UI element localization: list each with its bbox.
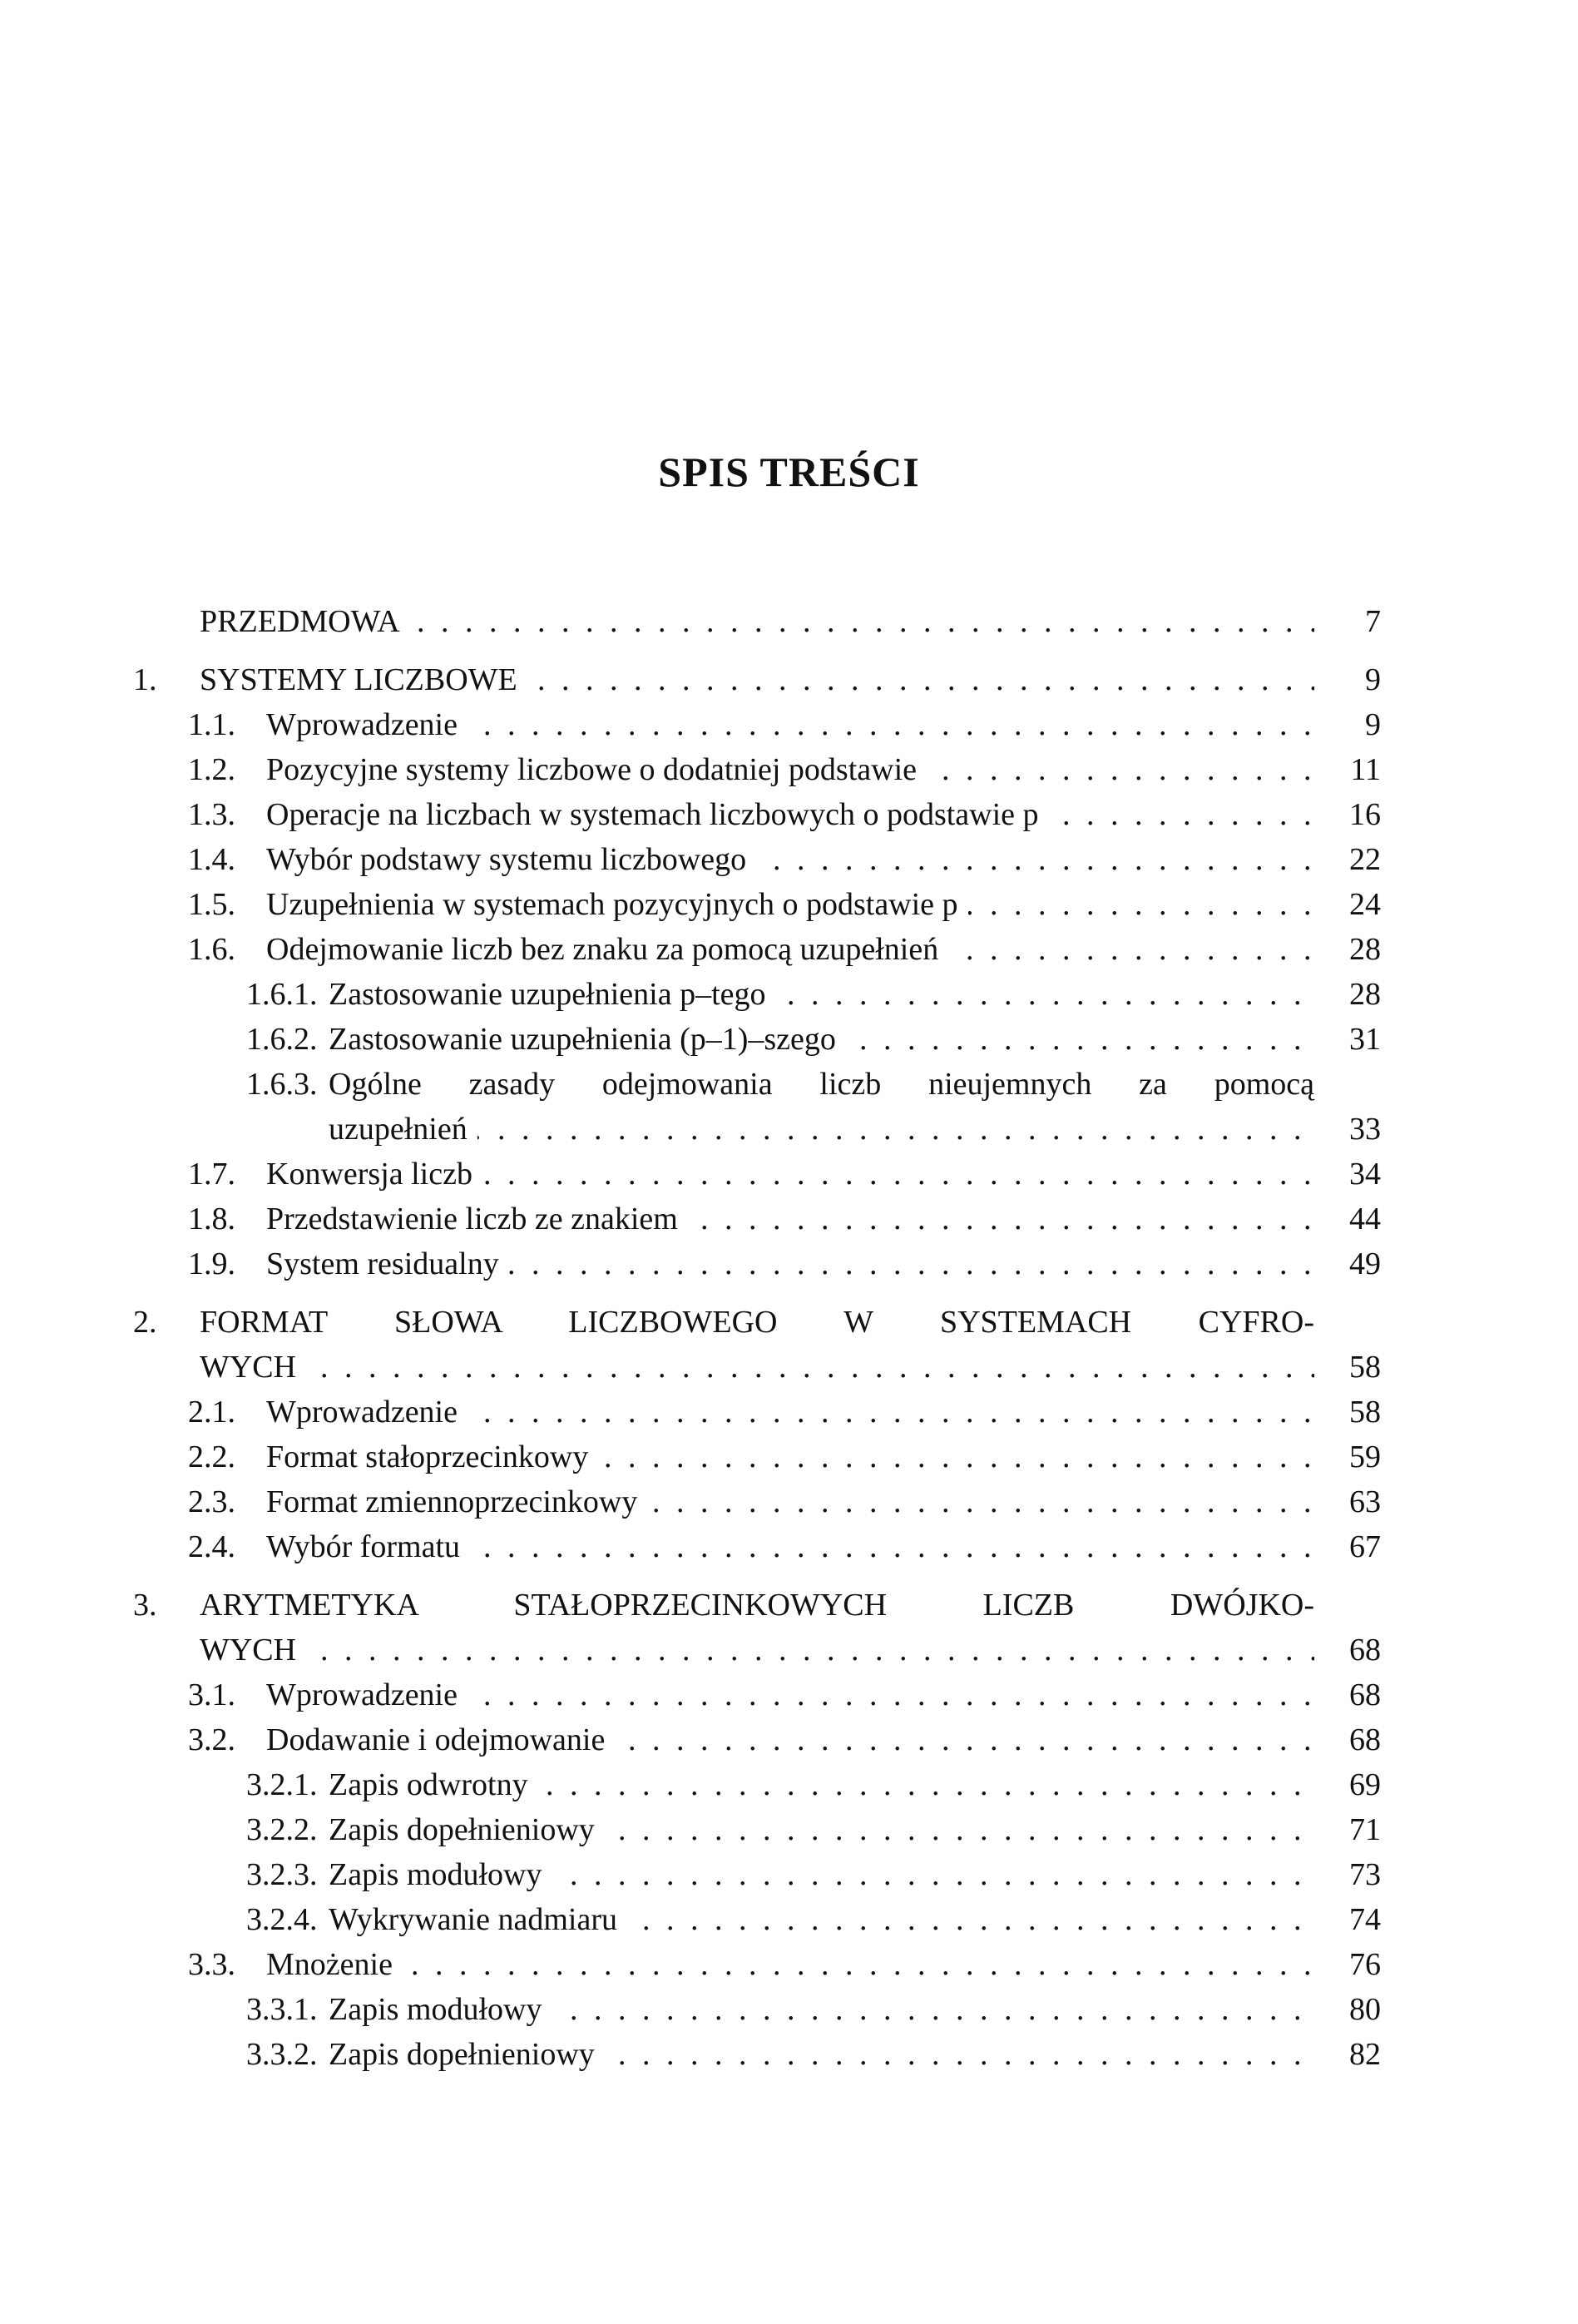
toc-entry-number: 2.2.	[188, 1439, 235, 1474]
toc-entry-number: 3.	[133, 1588, 157, 1623]
page-title: SPIS TREŚCI	[658, 448, 920, 495]
toc-entry-title: Konwersja liczb	[266, 1157, 482, 1192]
toc-entry-title: Wprowadzenie	[266, 707, 467, 742]
toc-page-number: 68	[1349, 1633, 1381, 1667]
toc-page-number: 34	[1349, 1157, 1381, 1192]
toc-entry-title: Format stałoprzecinkowy	[266, 1439, 598, 1474]
toc-entry-title: Format zmiennoprzecinkowy	[266, 1484, 647, 1519]
toc-entry-preface[interactable]	[133, 599, 1381, 644]
toc-entry-title-line2: WYCH	[200, 1350, 306, 1385]
toc-page-number: 58	[1349, 1395, 1381, 1430]
toc-entry-number: 1.6.1.	[246, 977, 318, 1012]
table-of-contents	[133, 599, 1381, 2077]
toc-entry-title-line2: WYCH	[200, 1633, 306, 1667]
toc-page-number: 28	[1349, 977, 1381, 1012]
toc-entry-number: 3.2.4.	[246, 1902, 318, 1937]
toc-page-number: 16	[1349, 797, 1381, 832]
toc-entry-title: Zapis dopełnieniowy	[329, 1812, 605, 1847]
toc-chapter-2[interactable]	[133, 1300, 1381, 1345]
toc-entry-3-3-1[interactable]	[133, 1987, 1381, 2032]
toc-entry-number: 3.2.3.	[246, 1857, 318, 1892]
toc-page-number: 80	[1349, 1992, 1381, 2027]
toc-entry-title: Dodawanie i odejmowanie	[266, 1722, 615, 1757]
toc-entry-title: Zastosowanie uzupełnienia (p–1)–szego	[329, 1022, 846, 1057]
toc-entry-title: System residualny	[266, 1246, 509, 1281]
toc-entry-3-2-3[interactable]	[133, 1852, 1381, 1897]
toc-page-number: 58	[1349, 1350, 1381, 1385]
toc-entry-number: 1.9.	[188, 1246, 235, 1281]
toc-page-number: 68	[1349, 1722, 1381, 1757]
toc-entry-title-line1: FORMAT SŁOWA LICZBOWEGO W SYSTEMACH CYFRO-	[200, 1305, 1314, 1340]
toc-page-number: 31	[1349, 1022, 1381, 1057]
toc-entry-1-6-3-cont[interactable]	[133, 1107, 1381, 1152]
toc-entry-title: Operacje na liczbach w systemach liczbowych o podstawie p	[266, 797, 1049, 832]
toc-entry-number: 1.	[133, 662, 157, 697]
toc-page-number: 82	[1349, 2037, 1381, 2072]
toc-entry-title-line1: Ogólne zasady odejmowania liczb nieujemnych za pomocą	[329, 1067, 1314, 1102]
toc-chapter-3-cont[interactable]	[133, 1628, 1381, 1672]
toc-entry-number: 1.3.	[188, 797, 235, 832]
toc-entry-title: Wybór formatu	[266, 1529, 470, 1564]
toc-page-number: 68	[1349, 1677, 1381, 1712]
toc-chapter-3[interactable]	[133, 1583, 1381, 1628]
toc-entry-1-6-1[interactable]	[133, 972, 1381, 1017]
toc-entry-number: 1.5.	[188, 887, 235, 922]
toc-page-number: 9	[1365, 662, 1381, 697]
toc-entry-title: Zapis dopełnieniowy	[329, 2037, 605, 2072]
toc-entry-1-1[interactable]	[133, 702, 1381, 747]
toc-entry-title: SYSTEMY LICZBOWE	[200, 662, 527, 697]
toc-entry-number: 1.7.	[188, 1157, 235, 1192]
toc-page-number: 76	[1349, 1947, 1381, 1982]
toc-page-number: 63	[1349, 1484, 1381, 1519]
toc-entry-title: Zastosowanie uzupełnienia p–tego	[329, 977, 776, 1012]
toc-entry-number: 1.2.	[188, 752, 235, 787]
toc-entry-title: PRZEDMOWA	[200, 604, 410, 639]
toc-entry-3-2-2[interactable]	[133, 1807, 1381, 1852]
toc-entry-number: 1.6.2.	[246, 1022, 318, 1057]
toc-entry-1-9[interactable]	[133, 1241, 1381, 1286]
toc-entry-number: 3.3.	[188, 1947, 235, 1982]
toc-entry-3-2-4[interactable]	[133, 1897, 1381, 1942]
toc-entry-number: 3.3.2.	[246, 2037, 318, 2072]
toc-entry-title: Mnożenie	[266, 1947, 403, 1982]
toc-entry-number: 1.4.	[188, 842, 235, 877]
toc-page-number: 49	[1349, 1246, 1381, 1281]
toc-page-number: 59	[1349, 1439, 1381, 1474]
toc-entry-number: 3.1.	[188, 1677, 235, 1712]
toc-page-number: 24	[1349, 887, 1381, 922]
toc-entry-3-2[interactable]	[133, 1717, 1381, 1762]
toc-entry-2-2[interactable]	[133, 1435, 1381, 1479]
toc-entry-1-8[interactable]	[133, 1197, 1381, 1241]
toc-entry-1-7[interactable]	[133, 1152, 1381, 1197]
toc-page-number: 69	[1349, 1767, 1381, 1802]
toc-entry-number: 3.2.	[188, 1722, 235, 1757]
toc-entry-title: Zapis modułowy	[329, 1857, 552, 1892]
toc-entry-title: Uzupełnienia w systemach pozycyjnych o podstawie p	[266, 887, 968, 922]
toc-entry-title-line2: uzupełnień	[329, 1112, 477, 1147]
toc-entry-number: 3.2.2.	[246, 1812, 318, 1847]
toc-entry-1-2[interactable]	[133, 747, 1381, 792]
toc-entry-3-3-2[interactable]	[133, 2032, 1381, 2077]
toc-page-number: 71	[1349, 1812, 1381, 1847]
toc-page-number: 11	[1350, 752, 1381, 787]
toc-chapter-1[interactable]	[133, 657, 1381, 702]
toc-entry-number: 1.6.	[188, 932, 235, 967]
toc-page-number: 9	[1365, 707, 1381, 742]
toc-entry-1-6[interactable]	[133, 927, 1381, 972]
toc-entry-title: Wprowadzenie	[266, 1395, 467, 1430]
toc-page-number: 44	[1349, 1202, 1381, 1236]
toc-entry-3-1[interactable]	[133, 1672, 1381, 1717]
toc-entry-number: 2.1.	[188, 1395, 235, 1430]
toc-entry-title: Wykrywanie nadmiaru	[329, 1902, 627, 1937]
toc-entry-number: 1.8.	[188, 1202, 235, 1236]
toc-entry-3-2-1[interactable]	[133, 1762, 1381, 1807]
toc-entry-number: 1.6.3.	[246, 1067, 318, 1102]
toc-entry-2-1[interactable]	[133, 1390, 1381, 1435]
toc-page-number: 67	[1349, 1529, 1381, 1564]
toc-entry-2-4[interactable]	[133, 1524, 1381, 1569]
toc-entry-number: 3.3.1.	[246, 1992, 318, 2027]
toc-entry-number: 2.	[133, 1305, 157, 1340]
toc-entry-3-3[interactable]	[133, 1942, 1381, 1987]
toc-entry-title: Pozycyjne systemy liczbowe o dodatniej podstawie	[266, 752, 927, 787]
toc-entry-1-6-3[interactable]	[133, 1062, 1381, 1107]
toc-entry-number: 1.1.	[188, 707, 235, 742]
toc-entry-1-5[interactable]	[133, 882, 1381, 927]
toc-entry-2-3[interactable]	[133, 1479, 1381, 1524]
toc-entry-title: Odejmowanie liczb bez znaku za pomocą uzupełnień	[266, 932, 948, 967]
toc-page-number: 33	[1349, 1112, 1381, 1147]
toc-entry-number: 2.4.	[188, 1529, 235, 1564]
toc-entry-title: Zapis modułowy	[329, 1992, 552, 2027]
toc-entry-title: Przedstawienie liczb ze znakiem	[266, 1202, 688, 1236]
toc-entry-title: Wprowadzenie	[266, 1677, 467, 1712]
toc-page-number: 22	[1349, 842, 1381, 877]
toc-page-number: 28	[1349, 932, 1381, 967]
toc-entry-title: Wybór podstawy systemu liczbowego	[266, 842, 756, 877]
toc-entry-1-3[interactable]	[133, 792, 1381, 837]
toc-page-number: 7	[1365, 604, 1381, 639]
toc-page-number: 74	[1349, 1902, 1381, 1937]
toc-entry-number: 3.2.1.	[246, 1767, 318, 1802]
toc-page-number: 73	[1349, 1857, 1381, 1892]
toc-entry-title: Zapis odwrotny	[329, 1767, 538, 1802]
toc-entry-1-4[interactable]	[133, 837, 1381, 882]
toc-chapter-2-cont[interactable]	[133, 1345, 1381, 1390]
toc-entry-number: 2.3.	[188, 1484, 235, 1519]
toc-entry-title-line1: ARYTMETYKA STAŁOPRZECINKOWYCH LICZB DWÓJKO-	[200, 1588, 1314, 1623]
toc-entry-1-6-2[interactable]	[133, 1017, 1381, 1062]
